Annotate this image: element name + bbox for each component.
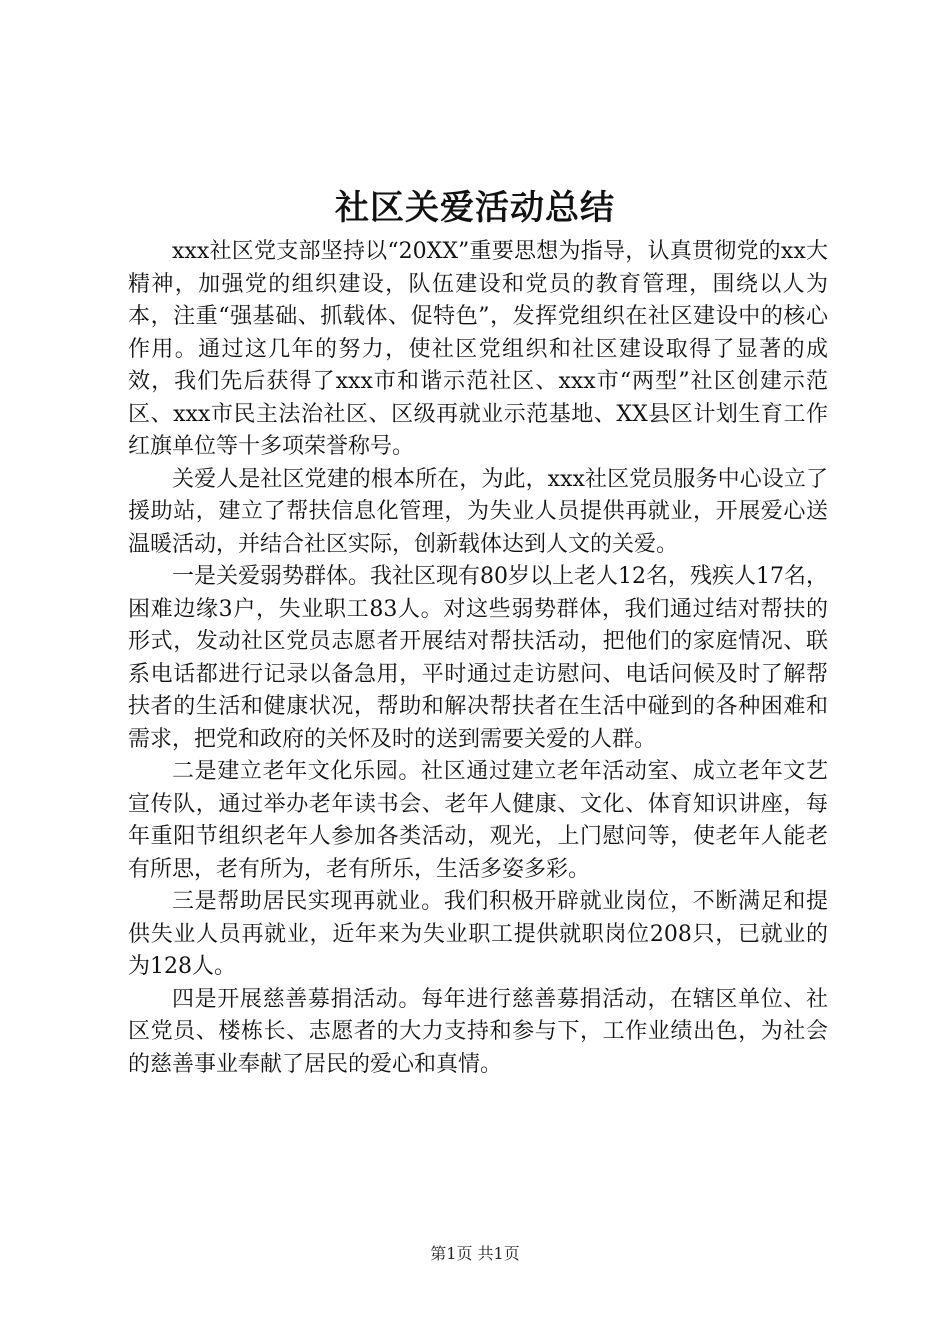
paragraph-reemployment: 三是帮助居民实现再就业。我们积极开辟就业岗位，不断满足和提供失业人员再就业，近年来为失业职工提供就职岗位208只，已就业的为128人。 <box>128 889 828 979</box>
paragraph-intro: xxx社区党支部坚持以“20XX”重要思想为指导，认真贯彻党的xx大精神，加强党的组织建设，队伍建设和党员的教育管理，围绕以人为本，注重“强基础、抓载体、促特色”，发挥党组织在社区建设中的核心作用。通过这几年的努力，使社区党组织和社区建设取得了显著的成效，我们先后获得了xxx市和谐示范社区、xxx市“两型”社区创建示范区、xxx市民主法治社区、区级再就业示范基地、XX县区计划生育工作红旗单位等十多项荣誉称号。 <box>128 239 828 459</box>
paragraph-charity: 四是开展慈善募捐活动。每年进行慈善募捐活动，在辖区单位、社区党员、楼栋长、志愿者的大力支持和参与下，工作业绩出色，为社会的慈善事业奉献了居民的爱心和真情。 <box>128 986 828 1077</box>
paragraph-elderly-culture: 二是建立老年文化乐园。社区通过建立老年活动室、成立老年文艺宣传队，通过举办老年读书会、老年人健康、文化、体育知识讲座，每年重阳节组织老年人参加各类活动，观光，上门慰问等，使老年人能老有所思，老有所为，老有所乐，生活多姿多彩。 <box>128 759 828 882</box>
page-number-footer: 第1页 共1页 <box>430 1244 520 1263</box>
paragraph-vulnerable-groups: 一是关爱弱势群体。我社区现有80岁以上老人12名，残疾人17名，困难边缘3户，失业职工83人。对这些弱势群体，我们通过结对帮扶的形式，发动社区党员志愿者开展结对帮扶活动，把他们的家庭情况、联系电话都进行记录以备急用，平时通过走访慰问、电话问候及时了解帮扶者的生活和健康状况，帮助和解决帮扶者在生活中碰到的各种困难和需求，把党和政府的关怀及时的送到需要关爱的人群。 <box>128 564 828 752</box>
paragraph-care: 关爱人是社区党建的根本所在，为此，xxx社区党员服务中心设立了援助站，建立了帮扶信息化管理，为失业人员提供再就业，开展爱心送温暖活动，并结合社区实际，创新载体达到人文的关爱。 <box>128 466 828 557</box>
document-body <box>128 236 828 1081</box>
document-title: 社区关爱活动总结 <box>335 188 615 228</box>
